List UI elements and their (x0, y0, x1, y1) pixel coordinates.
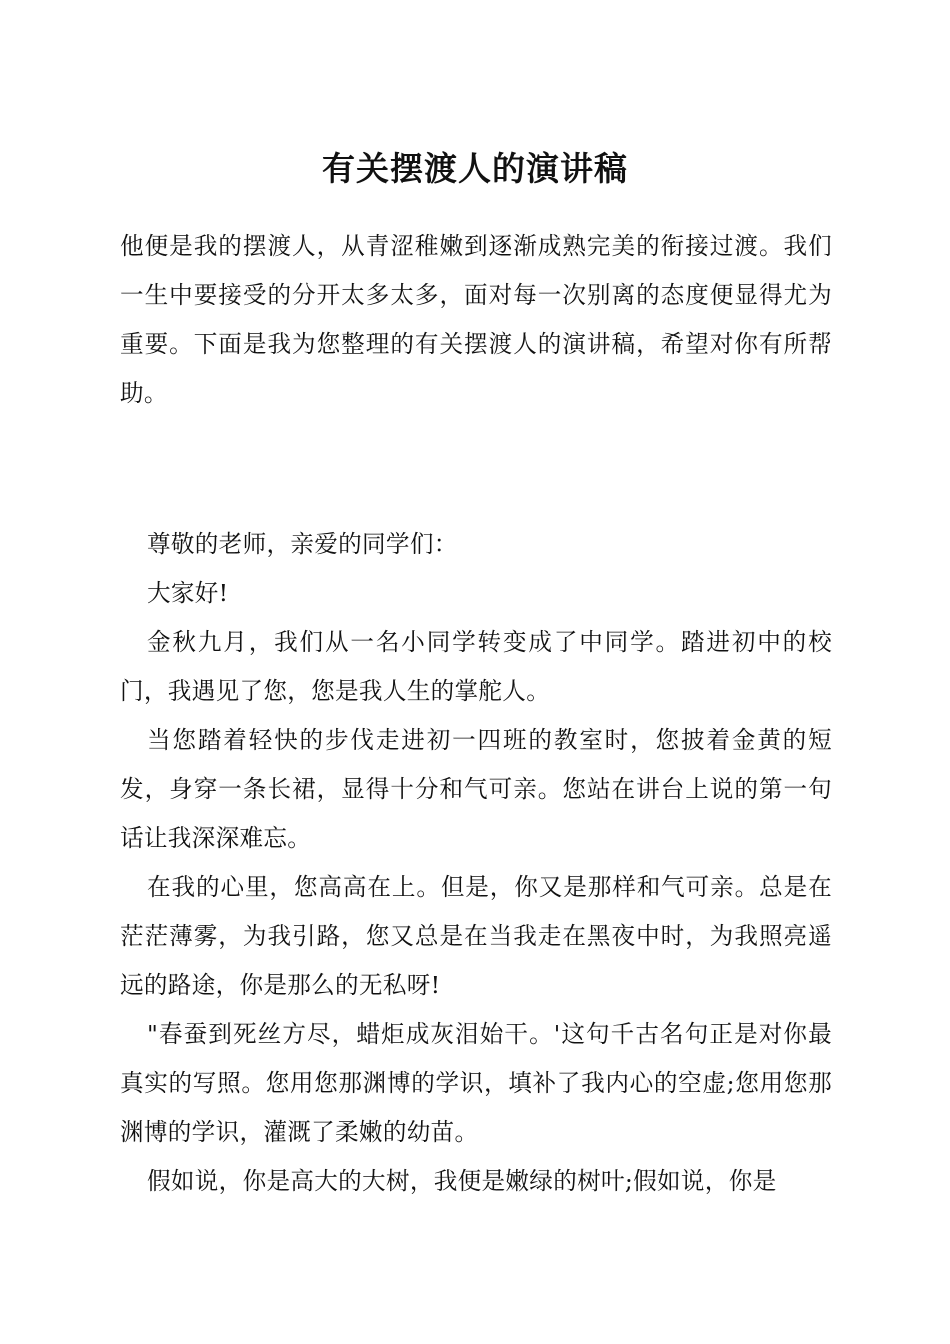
intro-paragraph: 他便是我的摆渡人，从青涩稚嫩到逐渐成熟完美的衔接过渡。我们一生中要接受的分开太多太多，面对每一次别离的态度便显得尤为重要。下面是我为您整理的有关摆渡人的演讲稿，希望对你有所帮助。 (120, 232, 832, 407)
salutation-paragraph: 尊敬的老师，亲爱的同学们： (147, 530, 458, 558)
greeting-paragraph: 大家好! (147, 579, 229, 607)
speech-body (120, 520, 832, 1206)
document-title: 有关摆渡人的演讲稿 (322, 149, 628, 188)
body-paragraph: "春蚕到死丝方尽，蜡炬成灰泪始干。'这句千古名句正是对你最真实的写照。您用您那渊博的学识，填补了我内心的空虚;您用您那渊博的学识，灌溉了柔嫩的幼苗。 (120, 1020, 832, 1146)
body-paragraph: 当您踏着轻快的步伐走进初一四班的教室时，您披着金黄的短发，身穿一条长裙，显得十分和气可亲。您站在讲台上说的第一句话让我深深难忘。 (120, 726, 832, 852)
body-paragraph: 金秋九月，我们从一名小同学转变成了中同学。踏进初中的校门，我遇见了您，您是我人生的掌舵人。 (120, 628, 832, 705)
body-paragraph: 假如说，你是高大的大树，我便是嫩绿的树叶;假如说，你是 (147, 1167, 777, 1195)
body-paragraph: 在我的心里，您高高在上。但是，你又是那样和气可亲。总是在茫茫薄雾，为我引路，您又总是在当我走在黑夜中时，为我照亮遥远的路途，你是那么的无私呀! (120, 873, 832, 999)
